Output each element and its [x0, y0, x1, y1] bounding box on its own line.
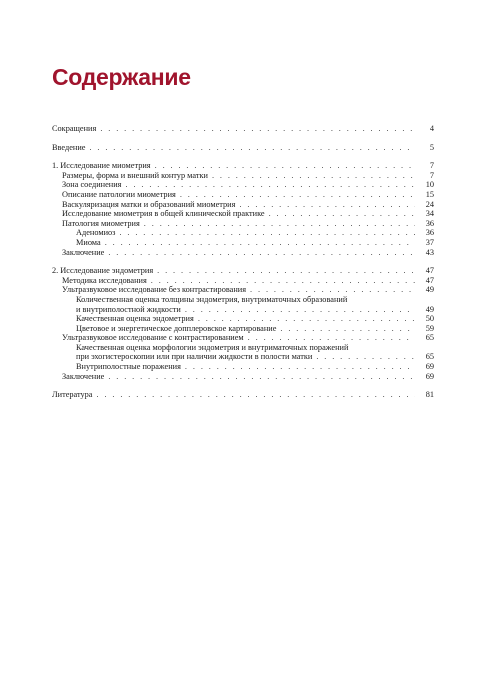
toc-leader-dots: [212, 171, 415, 181]
toc-leader-dots: [108, 248, 415, 258]
toc-leader-dots: [155, 161, 415, 171]
toc-entry[interactable]: [52, 372, 434, 382]
toc-entry-label: Ультразвуковое исследование без контрастирования: [62, 285, 247, 295]
toc-entry[interactable]: [52, 238, 434, 248]
toc-leader-dots: [100, 124, 415, 134]
toc-entry[interactable]: [52, 248, 434, 258]
toc-entry-page: 47: [425, 266, 434, 276]
toc-entry[interactable]: [52, 200, 434, 210]
toc-entry-page: 36: [425, 228, 434, 238]
toc-entry-label: Внутриполостные поражения: [76, 362, 181, 372]
toc-entry-page: 81: [425, 390, 434, 400]
toc-leader-dots: [105, 238, 415, 248]
toc-entry-label: Аденомиоз: [76, 228, 116, 238]
toc-entry-label: при эхогистероскопии или при наличии жидкости в полости матки: [76, 352, 313, 362]
toc-entry[interactable]: [52, 324, 434, 334]
toc-leader-dots: [157, 266, 415, 276]
toc-entry-label: Цветовое и энергетическое допплеровское картирование: [76, 323, 277, 333]
toc-entry[interactable]: [52, 143, 434, 153]
toc-entry[interactable]: [52, 171, 434, 181]
toc-leader-dots: [119, 228, 415, 238]
toc-entry[interactable]: [52, 295, 434, 305]
toc-entry[interactable]: [52, 219, 434, 229]
toc-entry-page: 65: [425, 333, 434, 343]
toc-leader-dots: [126, 180, 416, 190]
toc-entry[interactable]: [52, 343, 434, 353]
toc-entry-page: 69: [425, 362, 434, 372]
toc-entry-page: 59: [425, 323, 434, 333]
toc-entry-page: 7: [429, 161, 434, 171]
toc-entry-label: Сокращения: [52, 124, 97, 133]
toc-entry-label: 2. Исследование эндометрия: [52, 266, 154, 276]
toc-entry-label: Заключение: [62, 247, 105, 257]
toc-entry-page: 43: [425, 247, 434, 257]
toc-leader-dots: [198, 314, 415, 324]
toc-entry-label: Введение: [52, 142, 86, 152]
toc-entry-label: Миома: [76, 237, 101, 247]
toc-entry-label: Васкуляризация матки и образований миометрия: [62, 199, 236, 209]
toc-leader-dots: [269, 209, 415, 219]
toc-entry-label: Качественная оценка морфологии эндометрия и внутриматочных поражений: [76, 342, 349, 352]
toc-leader-dots: [250, 285, 415, 295]
toc-leader-dots: [316, 352, 415, 362]
toc-leader-dots: [89, 143, 415, 153]
toc-entry-label: Заключение: [62, 371, 105, 381]
page-title: Содержание: [52, 64, 191, 90]
toc-entry[interactable]: [52, 161, 434, 171]
toc-entry-page: 7: [429, 170, 434, 180]
toc-entry-label: Размеры, форма и внешний контур матки: [62, 170, 208, 180]
toc-entry-page: 34: [425, 209, 434, 219]
toc-leader-dots: [185, 305, 415, 315]
toc-entry-page: 37: [425, 237, 434, 247]
toc-entry-page: 49: [425, 304, 434, 314]
toc-entry-page: 5: [429, 142, 434, 152]
table-of-contents: [52, 124, 434, 400]
toc-leader-dots: [97, 390, 416, 400]
toc-entry[interactable]: [52, 266, 434, 276]
toc-entry[interactable]: [52, 276, 434, 286]
toc-entry-label: Ультразвуковое исследование с контрастированием: [62, 333, 244, 343]
toc-entry[interactable]: [52, 390, 434, 400]
toc-entry-label: Литература: [52, 390, 93, 400]
toc-entry-page: 24: [425, 199, 434, 209]
toc-entry-label: 1. Исследование миометрия: [52, 161, 151, 171]
toc-entry-label: Качественная оценка эндометрия: [76, 314, 194, 324]
toc-entry[interactable]: [52, 352, 434, 362]
toc-entry-label: и внутриполостной жидкости: [76, 304, 181, 314]
toc-entry[interactable]: [52, 228, 434, 238]
toc-entry[interactable]: [52, 362, 434, 372]
toc-entry[interactable]: [52, 314, 434, 324]
toc-leader-dots: [108, 372, 415, 382]
toc-entry[interactable]: [52, 124, 434, 134]
toc-entry[interactable]: [52, 285, 434, 295]
toc-leader-dots: [144, 219, 415, 229]
toc-leader-dots: [248, 333, 415, 343]
toc-entry-page: 49: [425, 285, 434, 295]
toc-entry-label: Исследование миометрия в общей клинической практике: [62, 209, 265, 219]
toc-entry-page: 50: [425, 314, 434, 324]
toc-leader-dots: [185, 362, 415, 372]
toc-entry-label: Патология миометрия: [62, 218, 140, 228]
toc-entry-page: 10: [425, 180, 434, 190]
toc-entry-page: 36: [425, 218, 434, 228]
toc-entry-page: 65: [425, 352, 434, 362]
toc-entry-page: 47: [425, 275, 434, 285]
toc-entry-label: Зона соединения: [62, 180, 122, 190]
toc-entry-label: Методика исследования: [62, 275, 147, 285]
toc-entry[interactable]: [52, 180, 434, 190]
toc-leader-dots: [151, 276, 415, 286]
toc-entry[interactable]: [52, 333, 434, 343]
toc-leader-dots: [239, 200, 415, 210]
toc-leader-dots: [280, 324, 415, 334]
toc-entry[interactable]: [52, 190, 434, 200]
toc-entry-page: 15: [425, 189, 434, 199]
toc-entry[interactable]: [52, 305, 434, 315]
toc-entry-label: Количественная оценка толщины эндометрия, внутриматочных образований: [76, 294, 348, 304]
toc-entry[interactable]: [52, 209, 434, 219]
toc-leader-dots: [180, 190, 415, 200]
toc-entry-label: Описание патологии миометрия: [62, 189, 176, 199]
toc-entry-page: 4: [429, 124, 434, 133]
toc-entry-page: 69: [425, 371, 434, 381]
